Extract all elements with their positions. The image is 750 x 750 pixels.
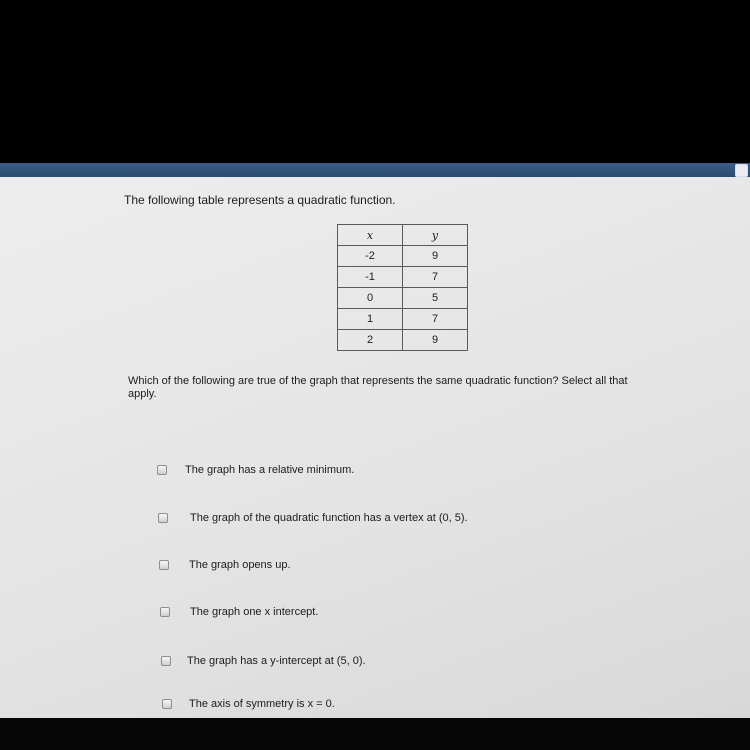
table-cell: 9	[403, 246, 468, 267]
window-corner-button[interactable]	[735, 164, 748, 177]
window-title-bar	[0, 163, 750, 177]
option-label: The graph of the quadratic function has a vertex at (0, 5).	[190, 512, 468, 524]
table-header-x: x	[338, 225, 403, 246]
question-intro: The following table represents a quadratic function.	[124, 193, 396, 207]
option-checkbox[interactable]	[158, 513, 168, 523]
option-label: The graph one x intercept.	[190, 606, 319, 618]
table-cell: -1	[338, 267, 403, 288]
option-label: The graph has a y-intercept at (5, 0).	[187, 655, 366, 667]
table-cell: 1	[338, 309, 403, 330]
table-cell: 9	[403, 330, 468, 351]
option-label: The graph has a relative minimum.	[185, 464, 355, 476]
table-header-row	[338, 225, 468, 246]
option-checkbox[interactable]	[157, 465, 167, 475]
option-checkbox[interactable]	[159, 560, 169, 570]
option-y-intercept[interactable]	[161, 655, 366, 667]
bottom-bezel	[0, 718, 750, 750]
option-axis-of-symmetry[interactable]	[162, 698, 335, 710]
option-x-intercept[interactable]	[160, 606, 318, 618]
option-checkbox[interactable]	[162, 699, 172, 709]
table-row	[338, 309, 468, 330]
option-label: The axis of symmetry is x = 0.	[189, 698, 335, 710]
question-page	[0, 177, 750, 718]
table-header-y: y	[403, 225, 468, 246]
table-row	[338, 288, 468, 309]
question-prompt: Which of the following are true of the graph that represents the same quadratic function? Select all that apply.	[128, 375, 628, 400]
option-checkbox[interactable]	[160, 607, 170, 617]
table-cell: 0	[338, 288, 403, 309]
option-opens-up[interactable]	[159, 559, 291, 571]
option-label: The graph opens up.	[189, 559, 291, 571]
table-cell: 2	[338, 330, 403, 351]
table-cell: -2	[338, 246, 403, 267]
function-table	[337, 224, 468, 351]
table-cell: 5	[403, 288, 468, 309]
table-cell: 7	[403, 309, 468, 330]
table-row	[338, 330, 468, 351]
option-checkbox[interactable]	[161, 656, 171, 666]
option-vertex[interactable]	[158, 512, 468, 524]
table-row	[338, 246, 468, 267]
option-relative-minimum[interactable]	[157, 464, 354, 476]
table-row	[338, 267, 468, 288]
table-cell: 7	[403, 267, 468, 288]
